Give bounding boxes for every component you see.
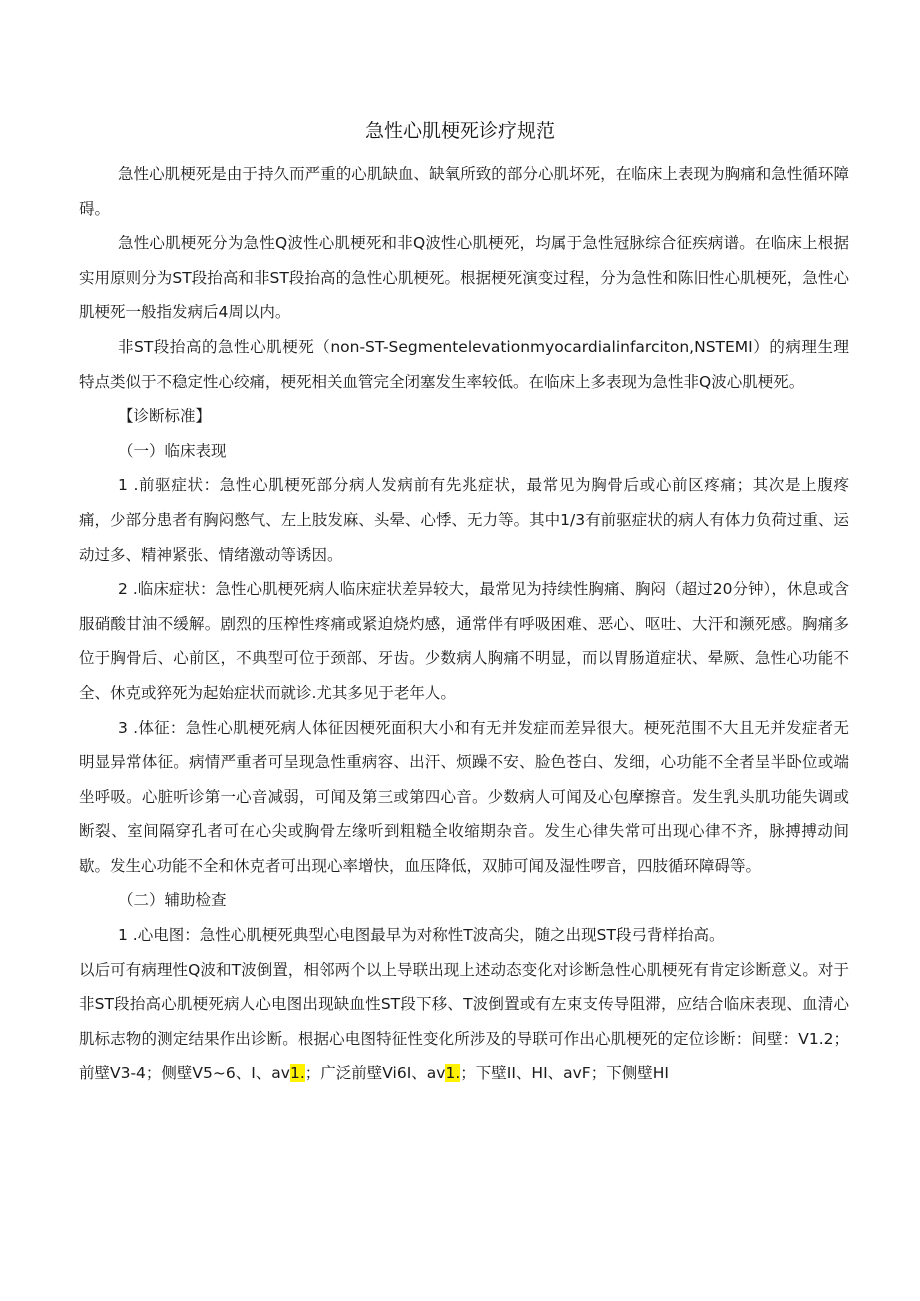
ecg-body-part2: ；广泛前壁Vi6I、av: [304, 1064, 446, 1083]
ecg-body: [79, 953, 849, 1091]
clinical-item-prodrome: 1 .前驱症状：急性心肌梗死部分病人发病前有先兆症状，最常见为胸骨后或心前区疼痛；其次是上腹疼痛，少部分患者有胸闷憋气、左上肢发麻、头晕、心悸、无力等。其中1/3有前驱症状的病人有体力负荷过重、运动过多、精神紧张、情绪激动等诱因。: [79, 476, 849, 564]
diagnosis-heading: 【诊断标准】: [118, 407, 212, 426]
document-title: 急性心肌梗死诊疗规范: [364, 120, 555, 142]
paragraph-nstemi: 非ST段抬高的急性心肌梗死（non-ST-Segmentelevationmyocardialinfarciton,NSTEMI）的病理生理特点类似于不稳定性心绞痛，梗死相关血管完全闭塞发生率较低。在临床上多表现为急性非Q波心肌梗死。: [79, 337, 849, 391]
clinical-item-signs: 3 .体征：急性心肌梗死病人体征因梗死面积大小和有无并发症而差异很大。梗死范围不大且无并发症者无明显异常体征。病情严重者可呈现急性重病容、出汗、烦躁不安、脸色苍白、发细，心功能不全者呈半卧位或端坐呼吸。心脏听诊第一心音减弱，可闻及第三或第四心音。少数病人可闻及心包摩擦音。发生乳头肌功能失调或断裂、室间隔穿孔者可在心尖或胸骨左缘听到粗糙全收缩期杂音。发生心律失常可出现心律不齐，脉搏搏动间歇。发生心功能不全和休克者可出现心率增快，血压降低，双肺可闻及湿性啰音，四肢循环障碍等。: [79, 718, 849, 875]
clinical-item-symptoms: 2 .临床症状：急性心肌梗死病人临床症状差异较大，最常见为持续性胸痛、胸闷（超过20分钟），休息或含服硝酸甘油不缓解。剧烈的压榨性疼痛或紧迫烧灼感，通常伴有呼吸困难、恶心、呕吐、大汗和濒死感。胸痛多位于胸骨后、心前区，不典型可位于颈部、牙齿。少数病人胸痛不明显，而以胃肠道症状、晕厥、急性心功能不全、休克或猝死为起始症状而就诊.尤其多见于老年人。: [79, 580, 849, 702]
document-body: [79, 157, 849, 1091]
ecg-highlight-1: 1.: [289, 1064, 305, 1083]
ecg-intro: 1 .心电图：急性心肌梗死典型心电图最早为对称性T波高尖，随之出现ST段弓背样抬高。: [118, 926, 725, 945]
ecg-body-part3: ；下壁II、HI、avF；下侧壁HI: [460, 1064, 669, 1083]
ecg-highlight-2: 1.: [445, 1064, 461, 1083]
auxiliary-heading: （二）辅助检查: [118, 891, 227, 910]
paragraph-classification: 急性心肌梗死分为急性Q波性心肌梗死和非Q波性心肌梗死，均属于急性冠脉综合征疾病谱。在临床上根据实用原则分为ST段抬高和非ST段抬高的急性心肌梗死。根据梗死演变过程，分为急性和陈旧性心肌梗死，急性心肌梗死一般指发病后4周以内。: [79, 234, 849, 322]
paragraph-intro: 急性心肌梗死是由于持久而严重的心肌缺血、缺氧所致的部分心肌坏死，在临床上表现为胸痛和急性循环障碍。: [79, 165, 849, 218]
clinical-heading: （一）临床表现: [118, 441, 227, 460]
ecg-body-part1: 以后可有病理性Q波和T波倒置，相邻两个以上导联出现上述动态变化对诊断急性心肌梗死有肯定诊断意义。对于非ST段抬高心肌梗死病人心电图出现缺血性ST段下移、T波倒置或有左束支传导阻滞，应结合临床表现、血清心肌标志物的测定结果作出诊断。根据心电图特征性变化所涉及的导联可作出心肌梗死的定位诊断：间壁：V1.2；前壁V3-4；侧壁V5~6、I、av: [79, 960, 849, 1083]
